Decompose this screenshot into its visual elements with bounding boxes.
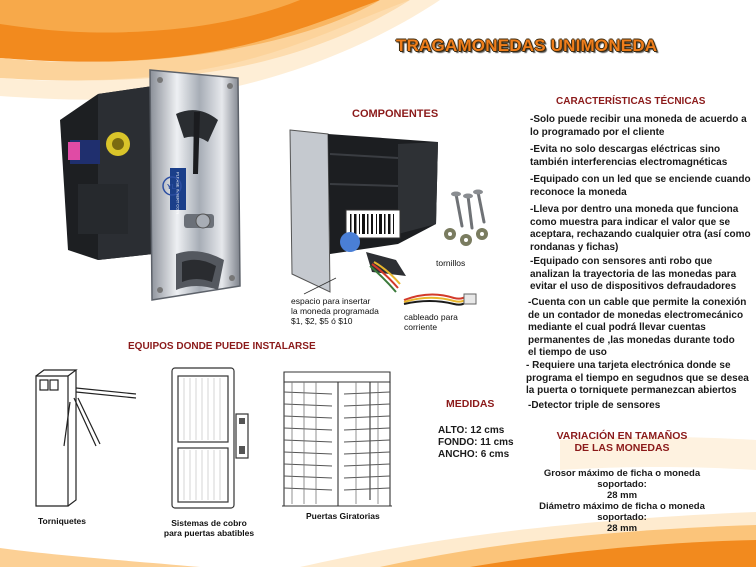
feature-line: permanentes de ,las monedas durante todo: [528, 334, 735, 346]
revolving-gate-drawing: [278, 366, 396, 510]
equipment-label-swing-systems: [162, 518, 256, 538]
measure-depth: FONDO: 11 cms: [438, 437, 514, 448]
feature-line: mediante el cual podrá llevar cuentas: [528, 322, 706, 333]
page-title: TRAGAMONEDAS UNIMONEDA: [396, 36, 658, 55]
caption-pointer: [300, 276, 340, 296]
feature-3: [530, 174, 751, 199]
feature-6: [528, 297, 746, 360]
cable-caption: [404, 312, 458, 332]
feature-line: -Solo puede recibir una moneda de acuerdo a: [530, 114, 747, 125]
feature-line: -Lleva por dentro una moneda que funciona: [530, 204, 739, 215]
coin-acceptor-front-photo: [58, 64, 248, 306]
feature-line: aceptara, rechazando cualquier otra (así como: [530, 229, 751, 240]
variation-line: 28 mm: [606, 523, 638, 534]
cable-caption-line: cableado para: [404, 312, 458, 322]
feature-line: reconoce la moneda: [530, 186, 627, 198]
feature-line: - Requiere una tarjeta electrónica donde se: [526, 360, 731, 371]
measure-height: ALTO: 12 cms: [438, 425, 505, 436]
feature-line: el tiempo de uso: [528, 347, 607, 358]
feature-line: -Equipado con un led que se enciende cuando: [530, 174, 751, 185]
feature-5: [530, 256, 736, 294]
equipment-heading: EQUIPOS DONDE PUEDE INSTALARSE: [128, 341, 316, 352]
stamp-text: PLEASE INSERT COIN: [175, 172, 181, 215]
feature-line: la puerta o torniquete permanezcan abiertos: [526, 385, 737, 396]
variation-line: 28 mm: [606, 490, 638, 501]
feature-line: -Cuenta con un cable que permite la conexión: [528, 297, 747, 308]
variation-line: Diámetro máximo de ficha o moneda: [539, 501, 705, 512]
feature-line: evitar el uso de dispositivos defraudadores: [530, 281, 737, 292]
feature-2: [530, 144, 727, 169]
equipment-label-revolving: Puertas Giratorias: [306, 511, 380, 521]
coin-caption-line: $1, $2, $5 ó $10: [291, 316, 353, 326]
variation-line: soportado:: [597, 479, 647, 490]
feature-line: como muestra para indicar el valor que se: [530, 216, 731, 228]
turnstile-drawing: [24, 368, 142, 510]
feature-8: -Detector triple de sensores: [528, 400, 661, 411]
equipment-label-turnstiles: Torniquetes: [38, 516, 87, 526]
feature-line: rondanas y fichas): [530, 241, 619, 253]
measure-width: ANCHO: 6 cms: [438, 449, 510, 460]
screws-photo: [438, 186, 498, 250]
variation-heading: [540, 430, 704, 454]
feature-line: -Equipado con sensores anti robo que: [530, 256, 713, 267]
feature-line: también interferencias electromagnéticas: [530, 156, 728, 168]
variation-line: soportado:: [597, 512, 647, 523]
variation-heading-line: VARIACIÓN EN TAMAÑOS: [556, 430, 688, 442]
coin-acceptor-side-photo: [288, 124, 450, 294]
screws-caption: tornillos: [436, 258, 466, 268]
feature-4: [530, 204, 751, 254]
components-heading: COMPONENTES: [352, 108, 439, 120]
swing-door-drawing: [168, 366, 252, 512]
cable-caption-line: corriente: [404, 322, 438, 332]
coin-caption-line: la moneda programada: [291, 306, 379, 316]
swing-label-line: Sistemas de cobro: [171, 518, 247, 528]
feature-line: lo programado por el cliente: [530, 126, 665, 138]
cable-photo: [400, 286, 480, 310]
feature-line: programa el tiempo en segudnos que se desea: [526, 372, 749, 384]
measures-list: [438, 425, 514, 461]
feature-7: [526, 360, 749, 398]
variation-list: [518, 468, 726, 534]
feature-line: analizan la trayectoria de las monedas para: [530, 268, 737, 280]
feature-line: -Evita no solo descargas eléctricas sino: [530, 144, 721, 155]
feature-line: de un contador de monedas electromecánico: [528, 309, 744, 321]
coin-caption-line: espacio para insertar: [291, 296, 371, 306]
swing-label-line: para puertas abatibles: [163, 528, 255, 538]
features-heading: CARACTERÍSTICAS TÉCNICAS: [556, 96, 706, 107]
feature-1: [530, 114, 747, 139]
variation-line: Grosor máximo de ficha o moneda: [543, 468, 701, 479]
variation-heading-line: DE LAS MONEDAS: [574, 442, 670, 454]
measures-heading: MEDIDAS: [446, 398, 495, 410]
coin-slot-caption: [291, 296, 379, 326]
logo-text: YL: [167, 184, 176, 191]
